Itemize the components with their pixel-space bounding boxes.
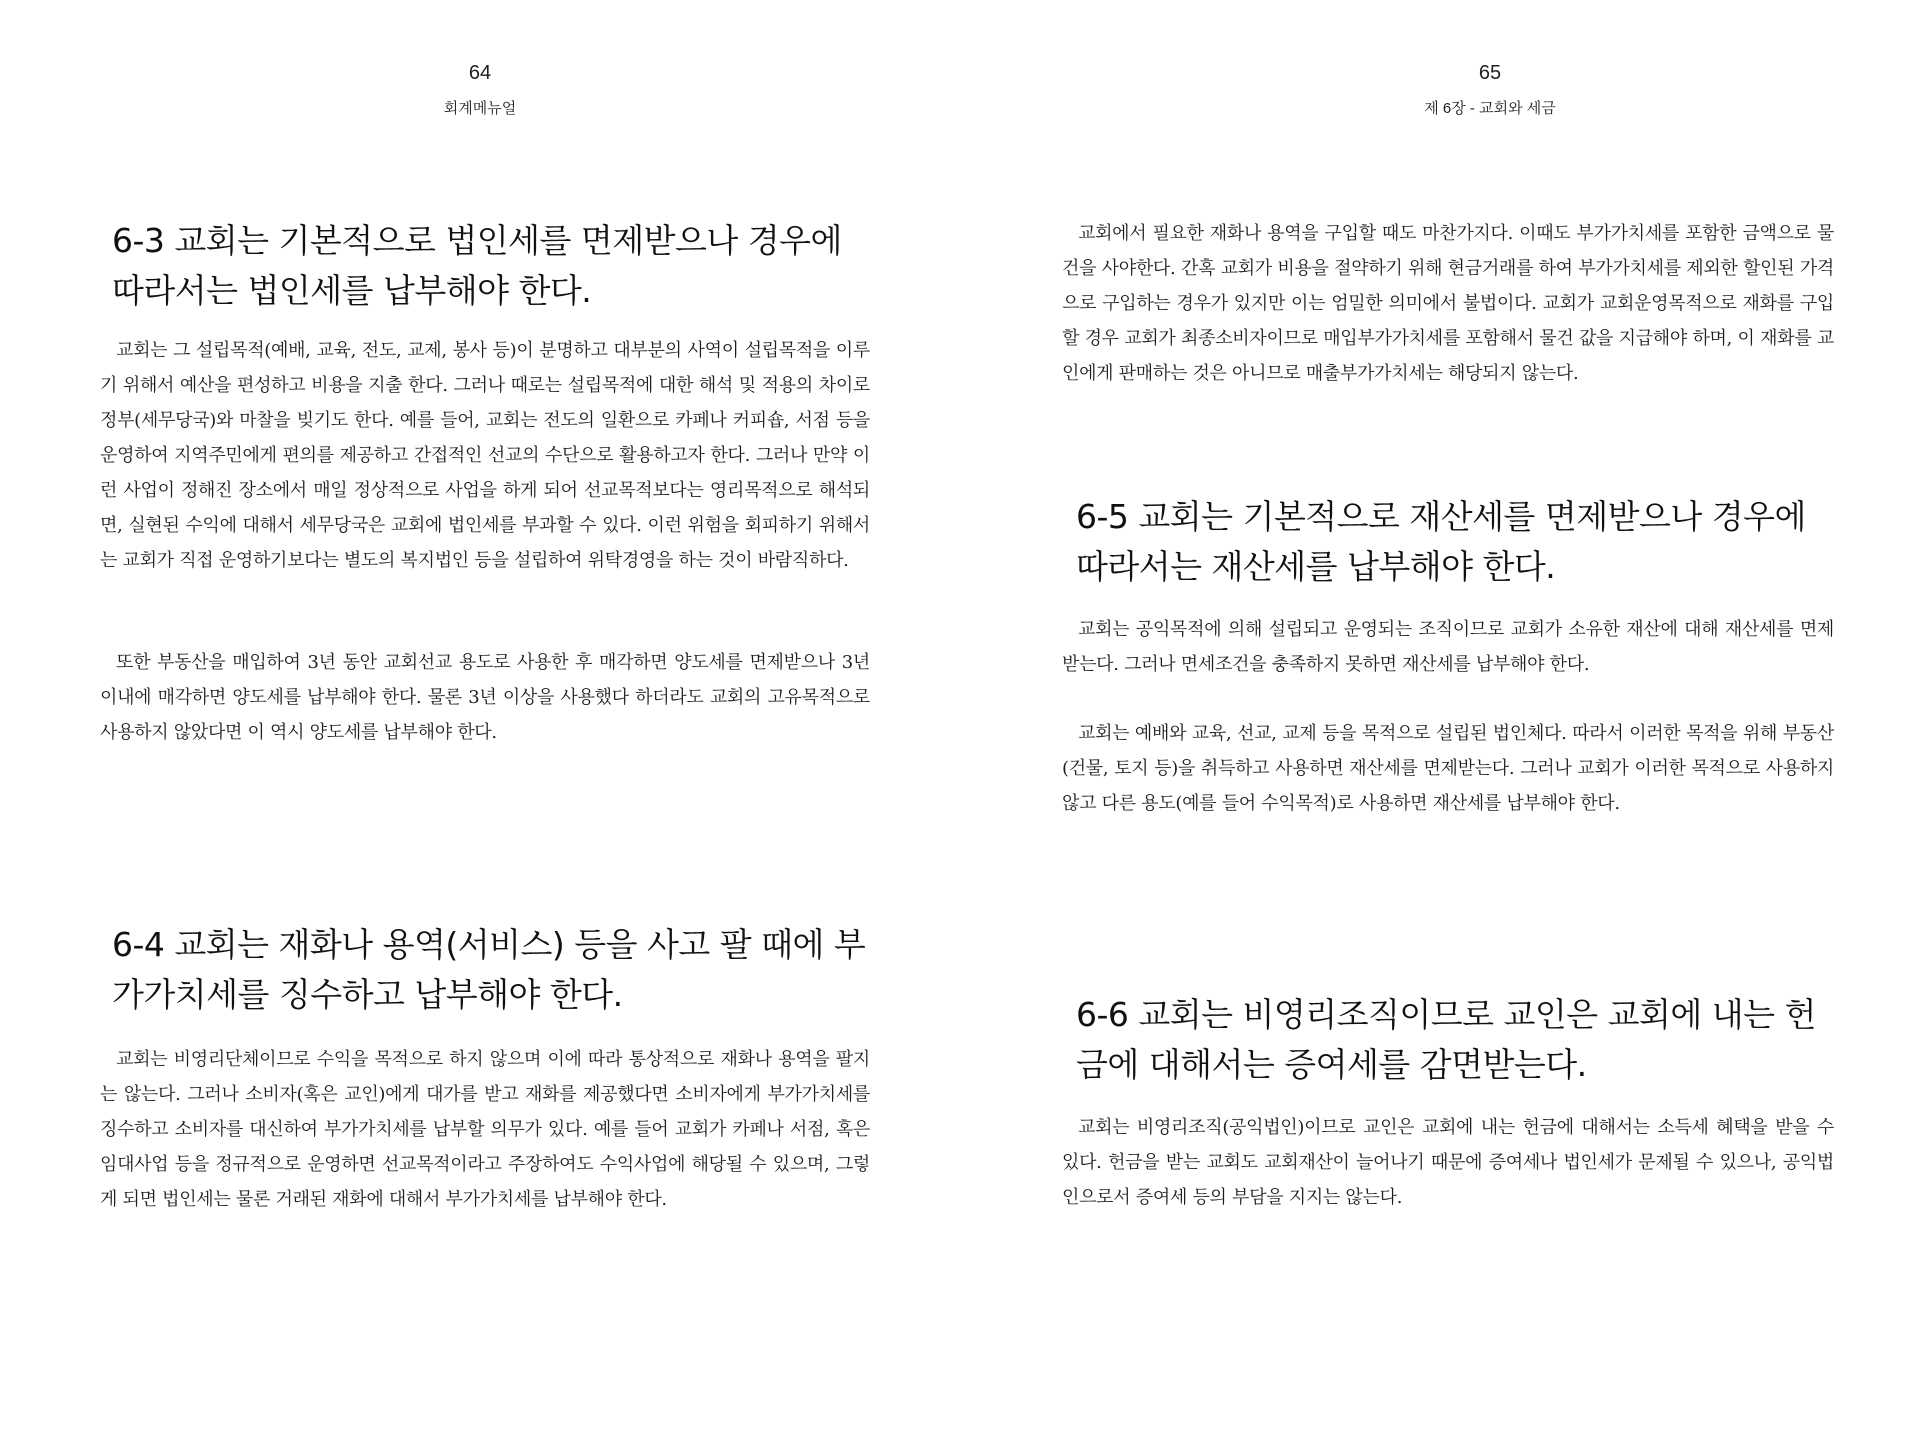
intro-paragraph: 교회에서 필요한 재화나 용역을 구입할 때도 마찬가지다. 이때도 부가가치세를 포함한 금액으로 물건을 사야한다. 간혹 교회가 비용을 절약하기 위해 현금거래를 하여 부가가치세를 제외한 할인된 가격으로 구입하는 경우가 있지만 이는 엄밀한 의미에서 불법이다. 교회가 교회운영목적으로 재화를 구입할 경우 교회가 최종소비자이므로 매입부가가치세를 포함해서 물건 값을 지급해야 하며, 이 재화를 교인에게 판매하는 것은 아니므로 매출부가가치세는 해당되지 않는다.: [1062, 223, 1834, 384]
section-heading-6-5: 6-5 교회는 기본적으로 재산세를 면제받으나 경우에 따라서는 재산세를 납부해야 한다.: [1076, 497, 1806, 586]
section-6-3-paragraph-1: 교회는 그 설립목적(예배, 교육, 전도, 교제, 봉사 등)이 분명하고 대부분의 사역이 설립목적을 이루기 위해서 예산을 편성하고 비용을 지출 한다. 그러나 때로는 설립목적에 대한 해석 및 적용의 차이로 정부(세무당국)와 마찰을 빚기도 한다. 예를 들어, 교회는 전도의 일환으로 카페나 커피숍, 서점 등을 운영하여 지역주민에게 편의를 제공하고 간접적인 선교의 수단으로 활용하고자 한다. 그러나 만약 이런 사업이 정해진 장소에서 매일 정상적으로 사업을 하게 되어 선교목적보다는 영리목적으로 해석되면, 실현된 수익에 대해서 세무당국은 교회에 법인세를 부과할 수 있다. 이런 위험을 회피하기 위해서는 교회가 직접 운영하기보다는 별도의 복지법인 등을 설립하여 위탁경영을 하는 것이 바람직하다.: [100, 340, 870, 571]
section-heading-6-4: 6-4 교회는 재화나 용역(서비스) 등을 사고 팔 때에 부가가치세를 징수하고 납부해야 한다.: [112, 925, 866, 1014]
section-6-3-paragraph-2: 또한 부동산을 매입하여 3년 동안 교회선교 용도로 사용한 후 매각하면 양도세를 면제받으나 3년 이내에 매각하면 양도세를 납부해야 한다. 물론 3년 이상을 사용했다 하더라도 교회의 고유목적으로 사용하지 않았다면 이 역시 양도세를 납부해야 한다.: [100, 652, 870, 743]
section-6-5-paragraph-2: 교회는 예배와 교육, 선교, 교제 등을 목적으로 설립된 법인체다. 따라서 이러한 목적을 위해 부동산(건물, 토지 등)을 취득하고 사용하면 재산세를 면제받는다. 그러나 교회가 이러한 목적으로 사용하지 않고 다른 용도(예를 들어 수익목적)로 사용하면 재산세를 납부해야 한다.: [1062, 723, 1834, 814]
left-page-header: [440, 60, 520, 120]
right-page-header: [1340, 60, 1640, 120]
section-6-5-paragraph-1: 교회는 공익목적에 의해 설립되고 운영되는 조직이므로 교회가 소유한 재산에 대해 재산세를 면제받는다. 그러나 면세조건을 충족하지 못하면 재산세를 납부해야 한다.: [1062, 619, 1834, 675]
right-page: [960, 0, 1920, 1434]
section-6-6-paragraph-1: 교회는 비영리조직(공익법인)이므로 교인은 교회에 내는 헌금에 대해서는 소득세 혜택을 받을 수 있다. 헌금을 받는 교회도 교회재산이 늘어나기 때문에 증여세나 법인세가 문제될 수 있으나, 공익법인으로서 증여세 등의 부담을 지지는 않는다.: [1062, 1117, 1834, 1208]
running-title: 회계메뉴얼: [443, 100, 517, 117]
section-heading-6-3: 6-3 교회는 기본적으로 법인세를 면제받으나 경우에 따라서는 법인세를 납부해야 한다.: [112, 221, 842, 310]
running-title: 제 6장 - 교회와 세금: [1424, 100, 1556, 117]
page-number: 65: [1478, 62, 1502, 84]
section-6-4-paragraph-1: 교회는 비영리단체이므로 수익을 목적으로 하지 않으며 이에 따라 통상적으로 재화나 용역을 팔지는 않는다. 그러나 소비자(혹은 교인)에게 대가를 받고 재화를 제공했다면 소비자에게 부가가치세를 징수하고 소비자를 대신하여 부가가치세를 납부할 의무가 있다. 예를 들어 교회가 카페나 서점, 혹은 임대사업 등을 정규적으로 운영하면 선교목적이라고 주장하여도 수익사업에 해당될 수 있으며, 그렇게 되면 법인세는 물론 거래된 재화에 대해서 부가가치세를 납부해야 한다.: [100, 1049, 870, 1210]
page-number: 64: [468, 62, 492, 84]
section-heading-6-6: 6-6 교회는 비영리조직이므로 교인은 교회에 내는 헌금에 대해서는 증여세를 감면받는다.: [1076, 995, 1816, 1084]
